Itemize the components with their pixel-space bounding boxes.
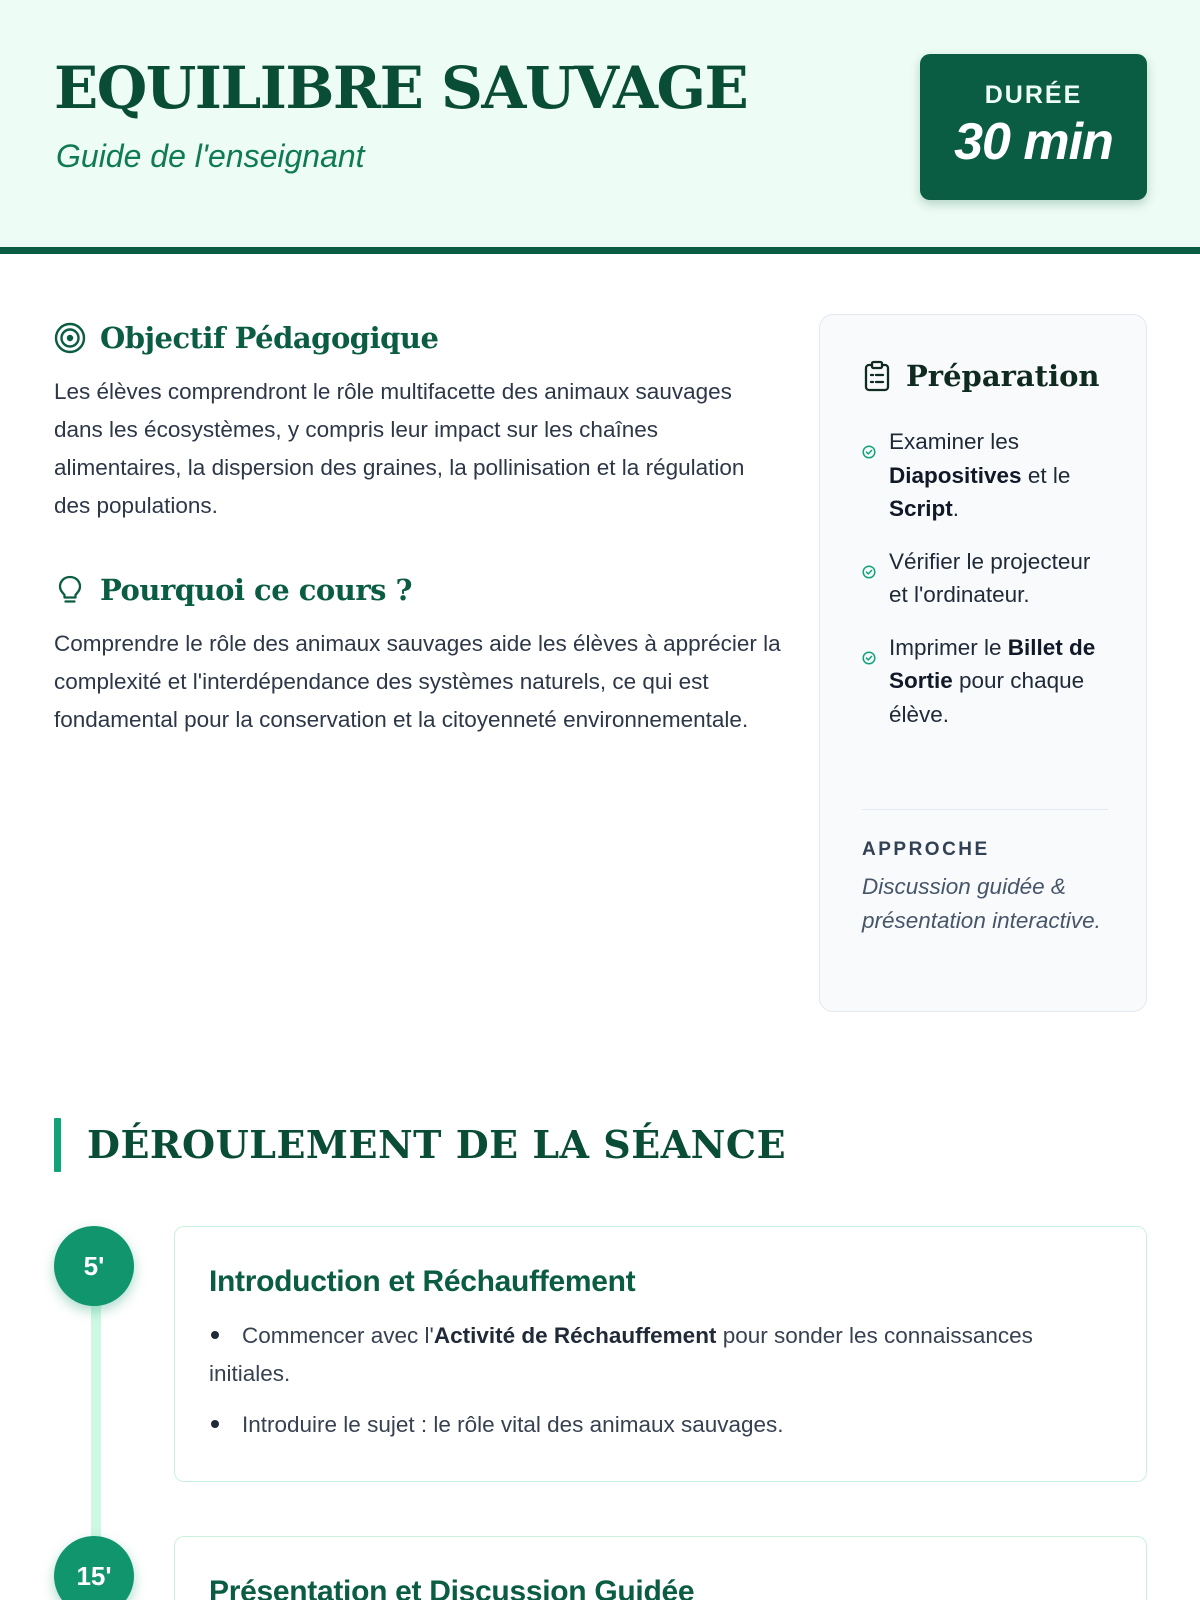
preparation-heading: [862, 359, 1100, 393]
preparation-heading-text: Préparation: [906, 359, 1100, 393]
approach-label: APPROCHE: [862, 839, 990, 860]
step-card: [174, 1536, 1147, 1600]
step-list: [209, 1317, 1115, 1457]
list-item: Imprimer le Billet de Sortie pour chaque élève.: [862, 631, 1112, 732]
session-title: DÉROULEMENT DE LA SÉANCE: [87, 1122, 787, 1167]
step-time-badge: 5': [54, 1226, 134, 1306]
why-text: Comprendre le rôle des animaux sauvages aide les élèves à apprécier la complexité et l'interdépendance des systèmes naturels, ce qui est fondamental pour la conservation et la citoyenneté environnementale.: [54, 631, 781, 732]
objective-text: Les élèves comprendront le rôle multifacette des animaux sauvages dans les écosystèmes, y compris leur impact sur les chaînes alimentaires, la dispersion des graines, la pollinisation et la régulation des populations.: [54, 379, 745, 518]
bullet: [211, 1331, 219, 1339]
check-circle-icon: [862, 555, 876, 569]
preparation-card: [819, 314, 1147, 1012]
clipboard-icon: [862, 360, 892, 392]
check-circle-icon: [862, 435, 876, 449]
step-time-badge: 15': [54, 1536, 134, 1600]
list-item: Examiner les Diapositives et le Script.: [862, 425, 1112, 526]
approach-text: Discussion guidée & présentation interactive.: [862, 874, 1101, 933]
list-item: Commencer avec l'Activité de Réchauffement pour sonder les connaissances initiales.: [209, 1323, 1033, 1386]
step-title: Introduction et Réchauffement: [209, 1265, 636, 1298]
step-title: Présentation et Discussion Guidée: [209, 1575, 695, 1600]
why-heading: [54, 570, 412, 610]
page-header: [0, 0, 1200, 254]
duration-value: 30 min: [954, 113, 1113, 171]
objective-heading-text: Objectif Pédagogique: [100, 321, 439, 355]
objective-heading: [54, 318, 438, 358]
guide-subtitle: Guide de l'enseignant: [56, 138, 365, 174]
bullet: [211, 1420, 219, 1428]
lightbulb-icon: [54, 574, 86, 606]
preparation-list: [862, 425, 1112, 750]
list-item: Vérifier le projecteur et l'ordinateur.: [862, 545, 1112, 612]
duration-label: DURÉE: [984, 81, 1083, 109]
target-icon: [54, 322, 86, 354]
check-circle-icon: [862, 641, 876, 655]
why-heading-text: Pourquoi ce cours ?: [100, 573, 413, 607]
section-accent-bar: [54, 1118, 61, 1172]
duration-badge: [920, 54, 1147, 200]
list-item: Introduire le sujet : le rôle vital des animaux sauvages.: [209, 1406, 1115, 1444]
guide-title: EQUILIBRE SAUVAGE: [54, 54, 748, 122]
divider: [862, 809, 1108, 810]
step-card: [174, 1226, 1147, 1482]
